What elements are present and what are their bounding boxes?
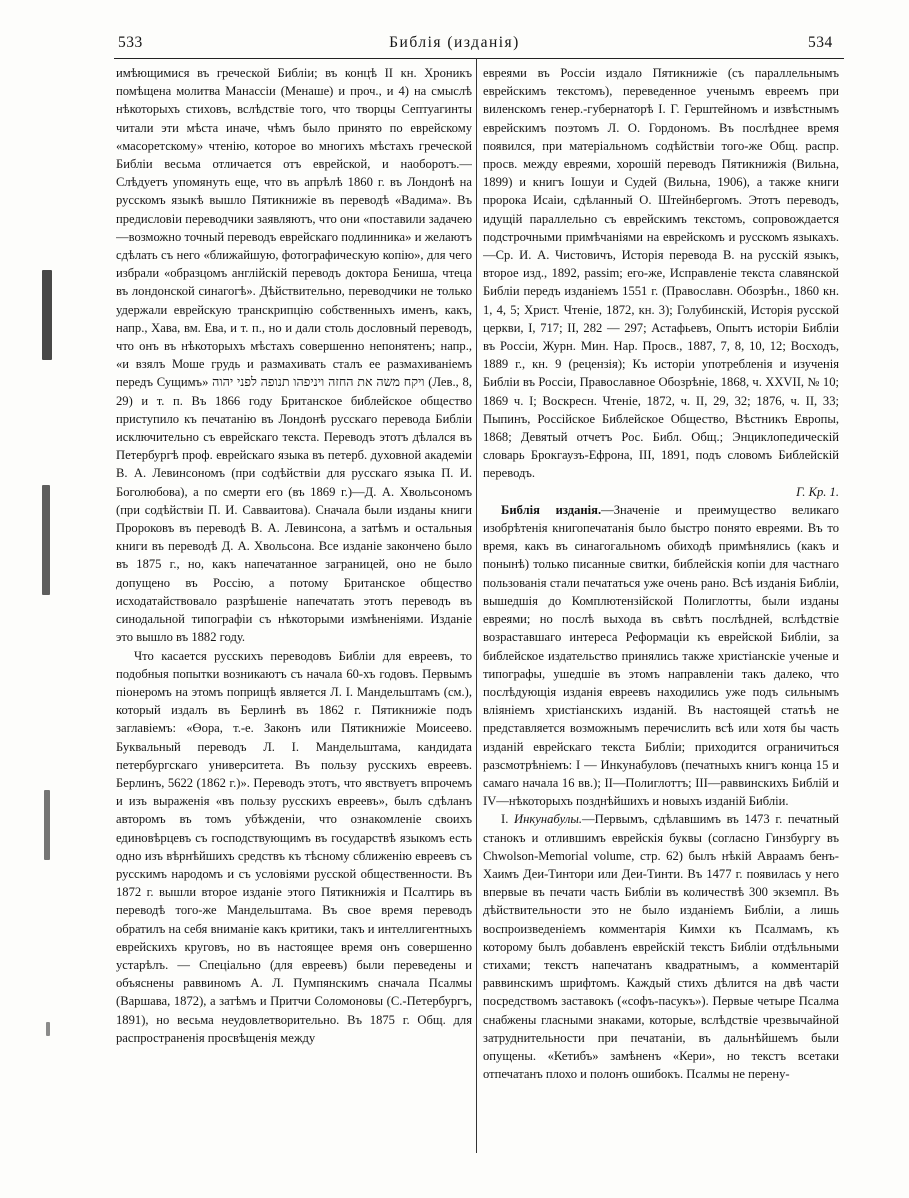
scan-mark: [44, 790, 50, 860]
scan-mark: [42, 270, 52, 360]
paragraph-text: —Значеніе и преимущество великаго изобрѣтенія книгопечатанія было быстро понято евреями. Въ то время, какъ въ синагогальномъ обиходѣ примѣнялись (какъ и понынѣ) только писанные свитки, библейскія копіи для частнаго пользованія стали печататься уже очень рано. Всѣ изданія Библіи, вышедшія до Комплютензійской Полиглотты, были изданы евреями; но послѣ выхода въ свѣтъ послѣдней, вслѣдствіе возраставшаго интереса Реформаціи къ еврейской Библіи, за библейское издательство принялись также христіанскіе ученые и типографы, ушедшіе въ этомъ направленіи такъ далеко, что послѣдующія изданія евреевъ находились уже подъ сильнымъ вліяніемъ христіанскихъ изданій. Въ настоящей статьѣ не представляется возможнымъ перечислить всѣ или хотя бы часть изданій еврейскаго текста Библіи; приходится ограничиться разсмотрѣніемъ: I — Инкунабуловъ (печатныхъ книгъ конца 15 и самаго начала 16 вв.); II—Полиглоттъ; III—раввинскихъ Библій и IV—нѣкоторыхъ позднѣйшихъ и новыхъ изданій Библіи.: [483, 502, 839, 809]
paragraph-text: —Первымъ, сдѣлавшимъ въ 1473 г. печатный станокъ и отлившимъ еврейскія буквы (согласно Гинзбургу въ Chwolson-Memorial volume, стр. 62) былъ нѣкій Авраамъ бенъ-Хаимъ Деи-Тинтори или Деи-Тинти. Въ 1477 г. появилась у него впервые въ печати часть Библіи въ количествѣ 300 экземпл. Въ дѣйствительности это не было изданіемъ Библіи, а лишь воспроизведеніемъ комментарія Кимхи къ Псалмамъ, къ которому былъ добавленъ еврейскій текстъ Библіи отдѣльными стихами; текстъ напечатанъ квадратнымъ, а комментарій раввинскимъ шрифтомъ. Каждый стихъ дѣлится на двѣ части посредствомъ заставокъ («софъ-пасукъ»). Первые четыре Псалма снабжены гласными знаками, которые, вслѣдствіе чрезвычайной затруднительности при печатаніи, въ дальнѣйшемъ были опущены. «Кетибъ» замѣненъ «Кери», но текстъ всетаки отпечатанъ плохо и полонъ ошибокъ. Псалмы не перену-: [483, 812, 839, 1082]
right-column: [483, 64, 839, 1164]
section-title: Инкунабулы.: [514, 812, 583, 827]
page-number-left: 533: [118, 34, 143, 51]
paragraph: [483, 501, 839, 810]
hebrew-quote: ויקח משה את החזה ויניפהו תנופה לפני יהוה: [212, 375, 425, 390]
section-number: I.: [501, 812, 509, 827]
paragraph-text: (Лев., 8, 29) и т. п. Въ 1866 году Британское библейское общество приступило къ печатанію въ Лондонѣ русскаго перевода Библіи исключительно съ еврейскаго текста. Переводъ этотъ дѣлался въ Петербургѣ проф. еврейскаго языка въ петерб. духовной академіи В. А. Левинсономъ (при содѣйствіи для русскаго языка П. И. Боголюбова), а по смерти его (въ 1869 г.)—Д. А. Хвольсономъ (при содѣйствіи П. И. Савваитова). Сначала были изданы книги Пророковъ въ переводѣ В. А. Левинсона, а затѣмъ и остальныя книги въ переводѣ Д. А. Хвольсона. Все изданіе закончено было въ 1875 г., но, какъ напечатанное заграницей, оно не было допущено въ Россію, а потому Британское общество исходатайствовало разрѣшеніе напечатать этотъ переводъ въ синодальной типографіи съ нѣкоторыми измѣненіями. Изданіе это вышло въ 1882 году.: [116, 375, 472, 645]
paragraph: Что касается русскихъ переводовъ Библіи для евреевъ, то подобныя попытки возникаютъ съ начала 60-хъ годовъ. Первымъ піонеромъ на этомъ поприщѣ является Л. І. Мандельштамъ (см.), который издалъ въ Берлинѣ въ 1862 г. Пятикнижіе подъ заглавіемъ: «Өора, т.-е. Законъ или Пятикнижіе Моисеево. Буквальный переводъ Л. І. Мандельштама, кандидата петербургскаго университета. Въ пользу русскихъ евреевъ. Берлинъ, 5622 (1862 г.)». Переводъ этотъ, что явствуетъ впрочемъ и изъ выраженія «въ пользу русскихъ евреевъ», былъ сдѣланъ авторомъ въ томъ убѣжденіи, что ознакомленіе своихъ единовѣрцевъ съ господствующимъ въ государствѣ языкомъ есть одно изъ вѣрнѣйшихъ средствъ къ тѣсному сближенію евреевъ съ русскимъ народомъ и съ условіями русской общественности. Въ 1872 г. вышли второе изданіе этого Пятикнижія и Псалтирь въ переводѣ того-же Мандельштама. Въ свое время переводъ обратилъ на себя вниманіе какъ критики, такъ и интеллигентныхъ еврейскихъ круговъ, но въ настоящее время онъ совершенно устарѣлъ. — Спеціально (для евреевъ) были переведены и объяснены раввиномъ А. Л. Пумпянскимъ сначала Псалмы (Варшава, 1872), а затѣмъ и Притчи Соломоновы (С.-Петербургъ, 1891), но весьма неудовлетворительно. Въ 1875 г. Общ. для распространенія просвѣщенія между: [116, 648, 472, 1045]
author-signature: Г. Кр. 1.: [796, 484, 839, 499]
paragraph: [116, 64, 472, 647]
column-divider: [476, 58, 477, 1153]
header-rule: [114, 58, 844, 59]
page-number-right: 534: [808, 34, 833, 51]
paragraph-text: имѣющимися въ греческой Библіи; въ концѣ II кн. Хроникъ помѣщена молитва Манассіи (Менаше) и проч., и 4) на смыслѣ нѣкоторыхъ стиховъ, вслѣдствіе того, что творцы Септуагинты читали эти мѣста иначе, чѣмъ было принято по еврейскому «масоретскому» чтенію, которое во многихъ мѣстахъ греческой Библіи весьма отличается отъ еврейской, и наоборотъ.—Слѣдуетъ упомянуть еще, что въ апрѣлѣ 1860 г. въ Лондонѣ на русскомъ языкѣ вышло Пятикнижіе въ переводѣ «Вадима». Въ предисловіи переводчики заявляютъ, что они «поставили задачею—возможно точный переводъ еврейскаго подлинника» и желаютъ сдѣлать съ него «ближайшую, фотографическую копію», для чего избрали «образцомъ англійскій переводъ доктора Бениша, чтеца въ лондонской синагогѣ». Дѣйствительно, переводчики не только удержали еврейскую транскрипцію собственныхъ именъ, какъ, напр., Хава, вм. Ева, и т. п., но и дали столь дословный переводъ, что онъ въ нѣкоторыхъ мѣстахъ совершенно непонятенъ; напр., «и взялъ Моше грудь и размахивать сталъ ее размахиваніемъ передъ Сущимъ»: [116, 66, 472, 390]
paragraph: [483, 810, 839, 1083]
scan-mark: [46, 1022, 50, 1036]
article-heading: Библія изданія.: [501, 502, 602, 517]
page-title: Библія (изданія): [389, 34, 520, 51]
scan-mark: [42, 485, 50, 595]
paragraph: евреями въ Россіи издало Пятикнижіе (съ параллельнымъ еврейскимъ текстомъ), переведенное ученымъ евреемъ при виленскомъ генер.-губернаторѣ І. Г. Герштейномъ и извѣстнымъ еврейскимъ поэтомъ Л. О. Гордономъ. Въ послѣднее время появился, при матеріальномъ содѣйствіи того-же Общ. распр. просв. между евреями, хорошій переводъ Пятикнижія (Вильна, 1899) и книгъ Іошуи и Судей (Вильна, 1906), а также книги пророка Исаіи, сдѣланный О. Штейнбергомъ. Этотъ переводъ, идущій параллельно съ еврейскимъ текстомъ, сопровождается подстрочными примѣчаніями на еврейскомъ и русскомъ языкахъ.—Ср. И. А. Чистовичъ, Исторія перевода В. на русскій языкъ, второе изд., 1892, passim; его-же, Исправленіе текста славянской Библіи передъ изданіемъ 1551 г. (Православн. Обозрѣн., 1860 кн. 1, 4, 5; Христ. Чтеніе, 1872, кн. 3); Голубинскій, Исторія русской церкви, І, 717; II, 282 — 297; Астафьевъ, Опытъ исторіи Библіи въ Россіи, Журн. Мин. Нар. Просв., 1887, 7, 8, 10, 12; Восходъ, 1889 г., кн. 9 (рецензія); Къ исторіи употребленія и изученія Библіи въ Россіи, Православное Обозрѣніе, 1868, ч. XXVII, № 10; 1869 ч. I; Воскресн. Чтеніе, 1872, ч. II, 29, 32; 1876, ч. II, 33; Пыпинъ, Россійское Библейское Общество, Вѣстникъ Европы, 1868; Девятый отчетъ Рос. Библ. Общ.; Энциклопедическій словарь Брокгаузъ-Ефрона, III, 1891, подъ словомъ Библейскій переводъ.: [483, 66, 839, 481]
left-column: [116, 64, 472, 1164]
